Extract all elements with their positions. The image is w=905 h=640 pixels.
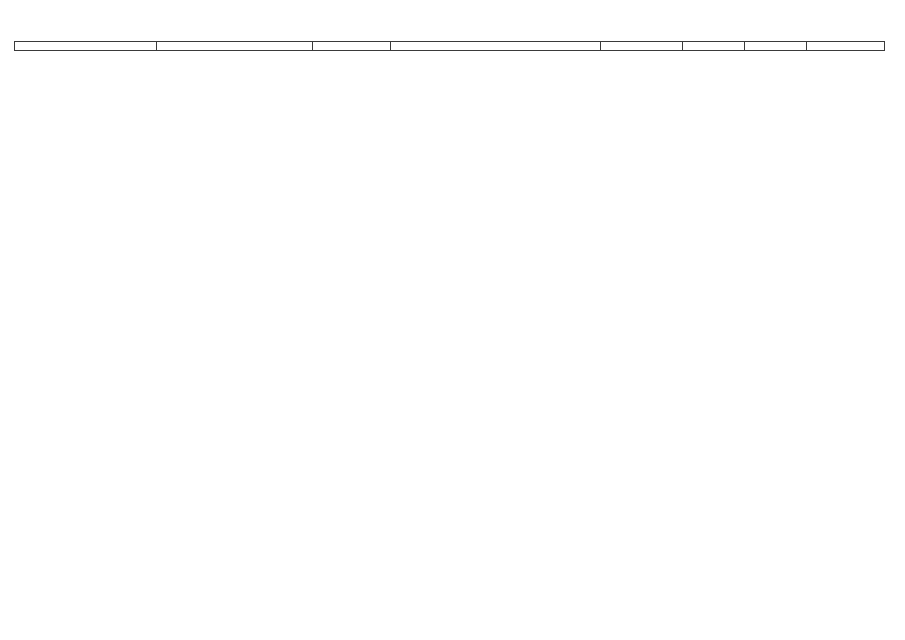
land-plots-table: [14, 41, 885, 51]
total-blank: [601, 42, 683, 51]
total-rate: [745, 42, 807, 51]
total-blank: [157, 42, 313, 51]
total-value: [807, 42, 885, 51]
total-area: [683, 42, 745, 51]
total-blank: [391, 42, 601, 51]
table-total-section: [15, 42, 885, 51]
total-blank: [313, 42, 391, 51]
locality-total-row: [15, 42, 885, 51]
total-label: [15, 42, 157, 51]
